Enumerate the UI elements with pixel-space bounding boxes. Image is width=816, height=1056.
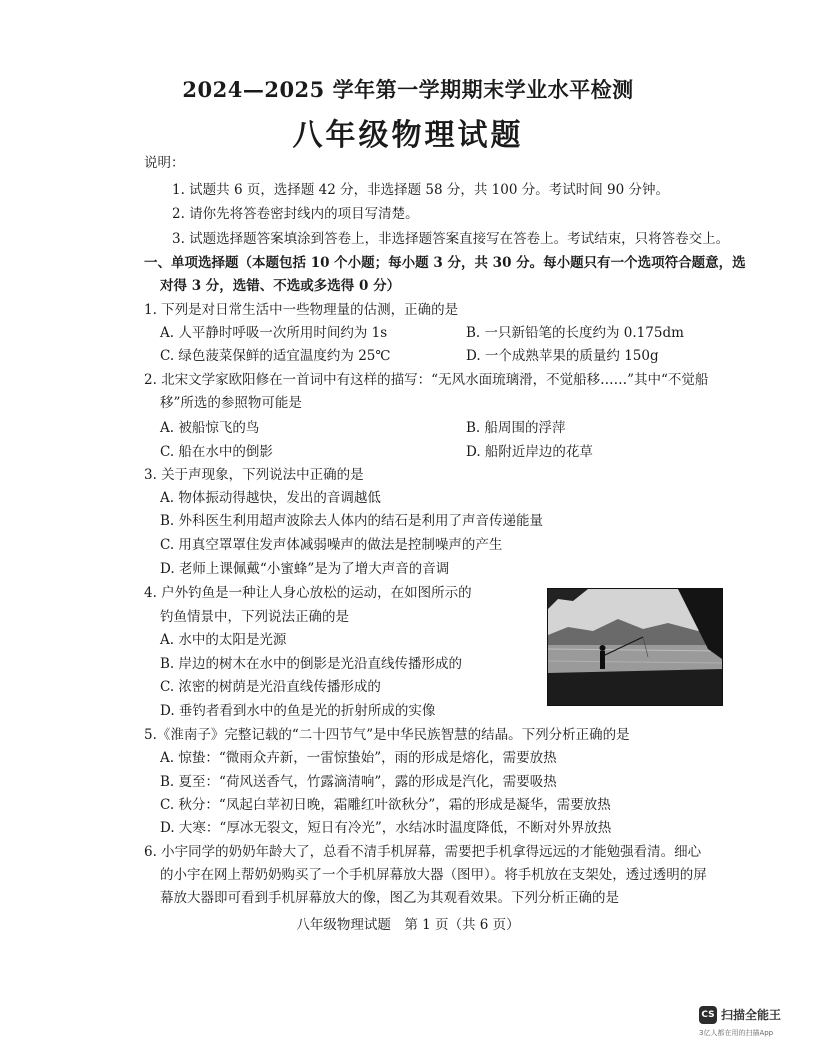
q2-option-b: B. 船周围的浮萍 [466,420,566,436]
q3-option-a: A. 物体振动得越快，发出的音调越低 [160,490,381,506]
q2-option-a: A. 被船惊飞的鸟 [160,420,260,436]
question-3-stem: 3. 关于声现象，下列说法中正确的是 [144,467,364,483]
q2-option-d: D. 船附近岸边的花草 [466,444,593,460]
section-heading-cont: 对得 3 分，选错、不选或多选得 0 分） [160,278,401,294]
q1-option-d: D. 一个成熟苹果的质量约 150g [466,348,659,364]
question-2-stem: 2. 北宋文学家欧阳修在一首词中有这样的描写：“无风水面琉璃滑，不觉船移……”其中“不觉船 [144,372,709,388]
q1-option-b: B. 一只新铅笔的长度约为 0.175dm [466,325,684,341]
instruction-item: 1. 试题共 6 页，选择题 42 分，非选择题 58 分，共 100 分。考试时间 90 分钟。 [172,182,669,198]
fishing-scene-photo [547,588,723,706]
question-2-stem-cont: 移”所选的参照物可能是 [160,395,302,411]
question-6-stem: 6. 小宇同学的奶奶年龄大了，总看不清手机屏幕，需要把手机拿得远远的才能勉强看清。细心 [144,844,702,860]
q3-option-c: C. 用真空罩罩住发声体减弱噪声的做法是控制噪声的产生 [160,537,503,553]
q5-option-c: C. 秋分：“凤起白苹初日晚，霜雕红叶欲秋分”，霜的形成是凝华，需要放热 [160,797,611,813]
instruction-item: 3. 试题选择题答案填涂到答卷上，非选择题答案直接写在答卷上。考试结束，只将答卷交上。 [172,231,730,247]
q4-option-d: D. 垂钓者看到水中的鱼是光的折射所成的实像 [160,703,436,719]
q3-option-b: B. 外科医生利用超声波除去人体内的结石是利用了声音传递能量 [160,513,544,529]
q4-option-b: B. 岸边的树木在水中的倒影是光沿直线传播形成的 [160,656,463,672]
q4-option-c: C. 浓密的树荫是光沿直线传播形成的 [160,679,381,695]
scanner-tagline: 3亿人都在用的扫描App [699,1029,774,1037]
q2-option-c: C. 船在水中的倒影 [160,444,273,460]
q1-option-c: C. 绿色菠菜保鲜的适宜温度约为 25℃ [160,348,391,364]
exam-title: 2024—2025 学年第一学期期末学业水平检测 [182,77,634,102]
question-4-stem: 4. 户外钓鱼是一种让人身心放松的运动，在如图所示的 [144,585,472,601]
question-6-stem-cont: 幕放大器即可看到手机屏幕放大的像，图乙为其观看效果。下列分析正确的是 [160,890,619,906]
q3-option-d: D. 老师上课佩戴“小蜜蜂”是为了增大声音的音调 [160,561,450,577]
q1-option-a: A. 人平静时呼吸一次所用时间约为 1s [160,325,388,341]
exam-subtitle: 八年级物理试题 [292,118,524,153]
question-1-stem: 1. 下列是对日常生活中一些物理量的估测，正确的是 [144,302,459,318]
q5-option-a: A. 惊蛰：“微雨众卉新，一雷惊蛰始”，雨的形成是熔化，需要放热 [160,750,557,766]
instruction-item: 2. 请你先将答卷密封线内的项目写清楚。 [172,206,419,222]
question-6-stem-cont: 的小宇在网上帮奶奶购买了一个手机屏幕放大器（图甲）。将手机放在支架处，透过透明的屏 [160,867,707,883]
q4-option-a: A. 水中的太阳是光源 [160,632,287,648]
page-footer: 八年级物理试题 第 1 页（共 6 页） [296,917,520,933]
question-5-stem: 5.《淮南子》完整记载的“二十四节气”是中华民族智慧的结晶。下列分析正确的是 [144,727,630,743]
q5-option-d: D. 大寒：“厚冰无裂文，短日有冷光”，水结冰时温度降低，不断对外界放热 [160,820,612,836]
instructions-heading: 说明： [144,155,185,171]
q5-option-b: B. 夏至：“荷风送香气，竹露滴清响”，露的形成是汽化，需要吸热 [160,774,557,790]
scanner-app-name: 扫描全能王 [721,1008,782,1022]
section-heading: 一、单项选择题（本题包括 10 个小题；每小题 3 分，共 30 分。每小题只有一个选项符合题意，选 [144,255,746,271]
question-4-stem-cont: 钓鱼情景中，下列说法正确的是 [160,609,349,625]
scanner-logo-icon: CS [699,1006,717,1024]
